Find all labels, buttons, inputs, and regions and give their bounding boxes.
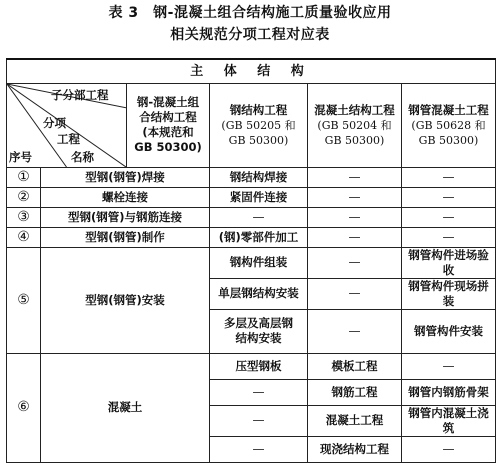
- cfst-cell: 钢管构件现场拼装: [402, 278, 496, 309]
- corner-label-subdivision: 子分部工程: [51, 87, 109, 102]
- row-number: ①: [7, 167, 41, 187]
- cfst-cell: 钢管构件进场验收: [402, 247, 496, 278]
- item-name: 型钢(钢管)焊接: [41, 167, 210, 187]
- column-header-cfst-ref2: GB 50300): [418, 133, 479, 147]
- corner-label-item-1: 分项: [43, 115, 66, 130]
- table-row: [7, 353, 496, 379]
- column-header-composite-line4: GB 50300): [134, 140, 202, 154]
- concrete-cell: —: [308, 207, 402, 227]
- cfst-cell: 钢管内混凝土浇筑: [402, 405, 496, 436]
- row-number: ③: [7, 207, 41, 227]
- concrete-cell: 钢筋工程: [308, 379, 402, 405]
- column-header-composite-line3: (本规范和: [142, 125, 194, 139]
- concrete-cell: 模板工程: [308, 353, 402, 379]
- table-row: [7, 167, 496, 187]
- column-header-concrete: [308, 83, 402, 167]
- cfst-cell: —: [402, 207, 496, 227]
- column-header-composite-line1: 钢-混凝土组: [136, 95, 200, 109]
- concrete-cell: 现浇结构工程: [308, 436, 402, 462]
- cfst-cell: 钢管构件安装: [402, 309, 496, 353]
- item-name: 型钢(钢管)安装: [41, 247, 210, 353]
- steel-cell: [210, 309, 308, 353]
- steel-cell: (钢)零部件加工: [210, 227, 308, 247]
- column-header-composite-line2: 合结构工程: [139, 110, 197, 124]
- column-header-steel-name: 钢结构工程: [229, 102, 288, 117]
- concrete-cell: —: [308, 187, 402, 207]
- row-number: ⑤: [7, 247, 41, 353]
- table-row: [7, 247, 496, 278]
- cfst-cell: —: [402, 187, 496, 207]
- table-row: [7, 207, 496, 227]
- table-row: [7, 227, 496, 247]
- column-header-steel-ref1: (GB 50205 和: [221, 118, 296, 132]
- steel-cell: —: [210, 207, 308, 227]
- concrete-cell: 混凝土工程: [308, 405, 402, 436]
- cfst-cell: 钢管内钢筋骨架: [402, 379, 496, 405]
- row-number: ④: [7, 227, 41, 247]
- column-header-cfst: [402, 83, 496, 167]
- column-header-steel-ref2: GB 50300): [228, 133, 289, 147]
- steel-cell: 钢构件组装: [210, 247, 308, 278]
- caption-line-2: 相关规范分项工程对应表: [170, 27, 330, 43]
- steel-cell: —: [210, 436, 308, 462]
- column-header-cfst-ref1: (GB 50628 和: [411, 118, 486, 132]
- group-header-main-structure: 主 体 结 构: [7, 59, 496, 83]
- row-number: ②: [7, 187, 41, 207]
- column-header-steel: [210, 83, 308, 167]
- cfst-cell: —: [402, 167, 496, 187]
- steel-cell: —: [210, 405, 308, 436]
- item-name: 混凝土: [41, 353, 210, 462]
- cfst-cell: —: [402, 227, 496, 247]
- corner-label-item-2: 工程: [57, 131, 80, 146]
- item-name: 螺栓连接: [41, 187, 210, 207]
- steel-cell: 压型钢板: [210, 353, 308, 379]
- table-caption: [0, 2, 500, 46]
- column-header-cfst-name: 钢管混凝土工程: [408, 102, 489, 117]
- concrete-cell: —: [308, 247, 402, 278]
- steel-cell-line2: 结构安装: [235, 331, 282, 345]
- corner-header-cell: [7, 83, 127, 167]
- steel-cell: —: [210, 379, 308, 405]
- column-header-composite: [127, 83, 210, 167]
- cfst-cell: —: [402, 353, 496, 379]
- column-header-concrete-ref2: GB 50300): [324, 133, 385, 147]
- column-header-concrete-ref1: (GB 50204 和: [317, 118, 392, 132]
- table-row: [7, 187, 496, 207]
- cfst-cell: —: [402, 436, 496, 462]
- steel-cell: 钢结构焊接: [210, 167, 308, 187]
- concrete-cell: —: [308, 278, 402, 309]
- concrete-cell: —: [308, 309, 402, 353]
- corner-label-name: 名称: [71, 149, 94, 164]
- column-header-concrete-name: 混凝土结构工程: [314, 102, 395, 117]
- concrete-cell: —: [308, 227, 402, 247]
- item-name: 型钢(钢管)与钢筋连接: [41, 207, 210, 227]
- steel-cell: 紧固件连接: [210, 187, 308, 207]
- caption-line-1: 表 3 钢-混凝土组合结构施工质量验收应用: [108, 5, 392, 21]
- steel-cell-line1: 多层及高层钢: [224, 316, 293, 330]
- row-number: ⑥: [7, 353, 41, 462]
- correspondence-table: [6, 58, 496, 463]
- item-name: 型钢(钢管)制作: [41, 227, 210, 247]
- concrete-cell: —: [308, 167, 402, 187]
- corner-label-serial: 序号: [9, 149, 32, 164]
- steel-cell: 单层钢结构安装: [210, 278, 308, 309]
